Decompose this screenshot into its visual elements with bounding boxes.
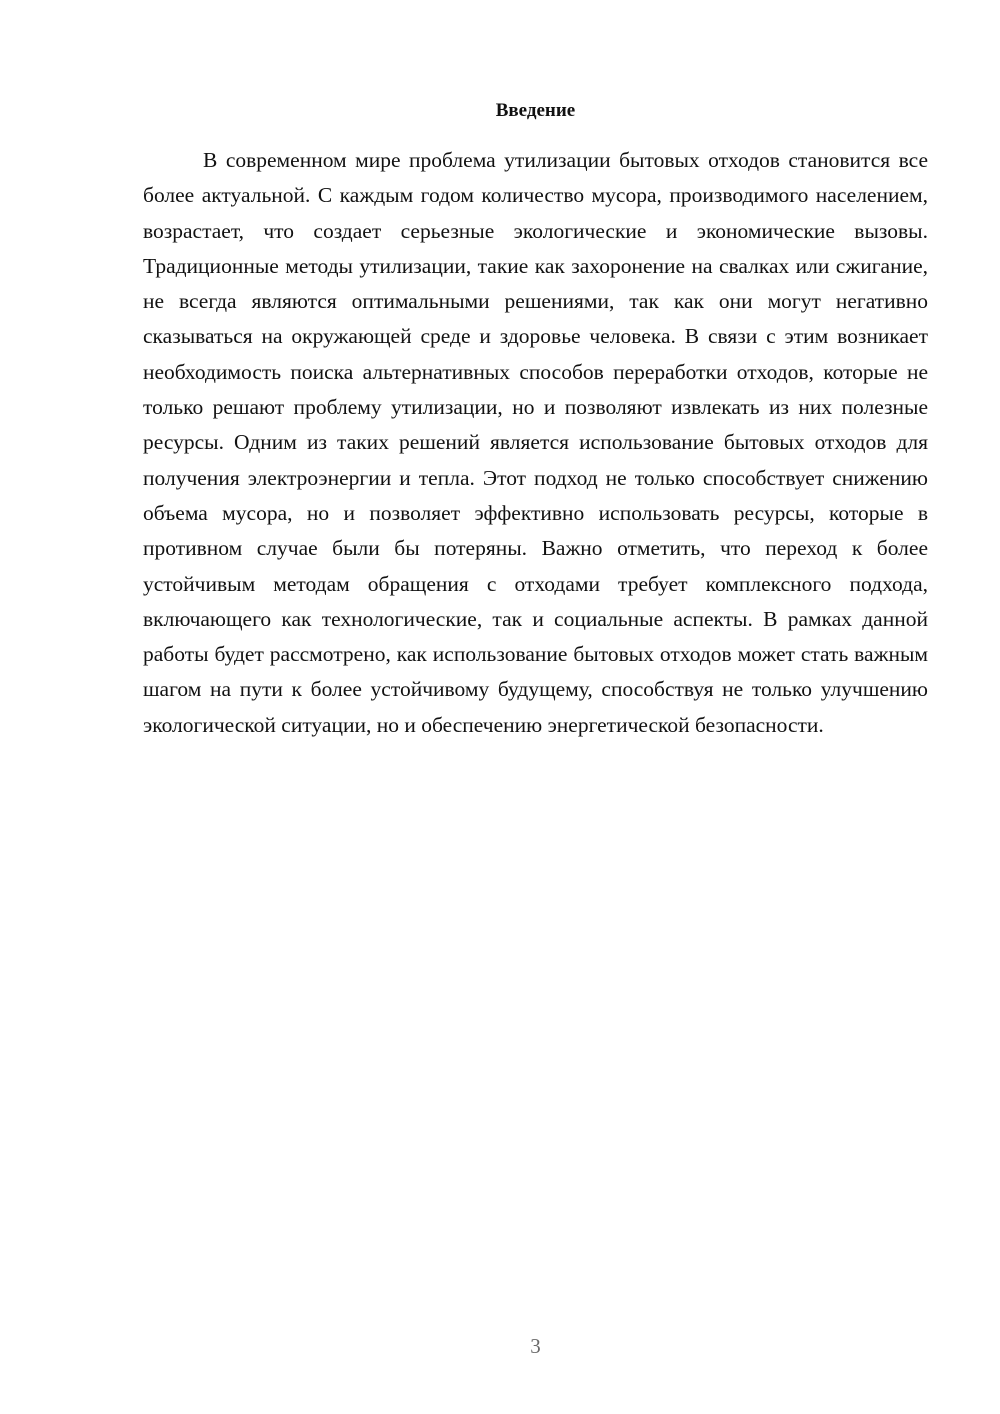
body-paragraph: В современном мире проблема утилизации бытовых отходов становится все более актуальной. С каждым годом количество мусора, производимого населением, возрастает, что создает серьезные экологические и экономические вызовы. Традиционные методы утилизации, такие как захоронение на свалках или сжигание, не всегда являются оптимальными решениями, так как они могут негативно сказываться на окружающей среде и здоровье человека. В связи с этим возникает необходимость поиска альтернативных способов переработки отходов, которые не только решают проблему утилизации, но и позволяют извлекать из них полезные ресурсы. Одним из таких решений является использование бытовых отходов для получения электроэнергии и тепла. Этот подход не только способствует снижению объема мусора, но и позволяет эффективно использовать ресурсы, которые в противном случае были бы потеряны. Важно отметить, что переход к более устойчивым методам обращения с отходами требует комплексного подхода, включающего как технологические, так и социальные аспекты. В рамках данной работы будет рассмотрено, как использование бытовых отходов может стать важным шагом на пути к более устойчивому будущему, способствуя не только улучшению экологической ситуации, но и обеспечению энергетической безопасности. — [143, 148, 928, 737]
section-heading: Введение — [495, 100, 576, 121]
page-number: 3 — [530, 1334, 541, 1358]
